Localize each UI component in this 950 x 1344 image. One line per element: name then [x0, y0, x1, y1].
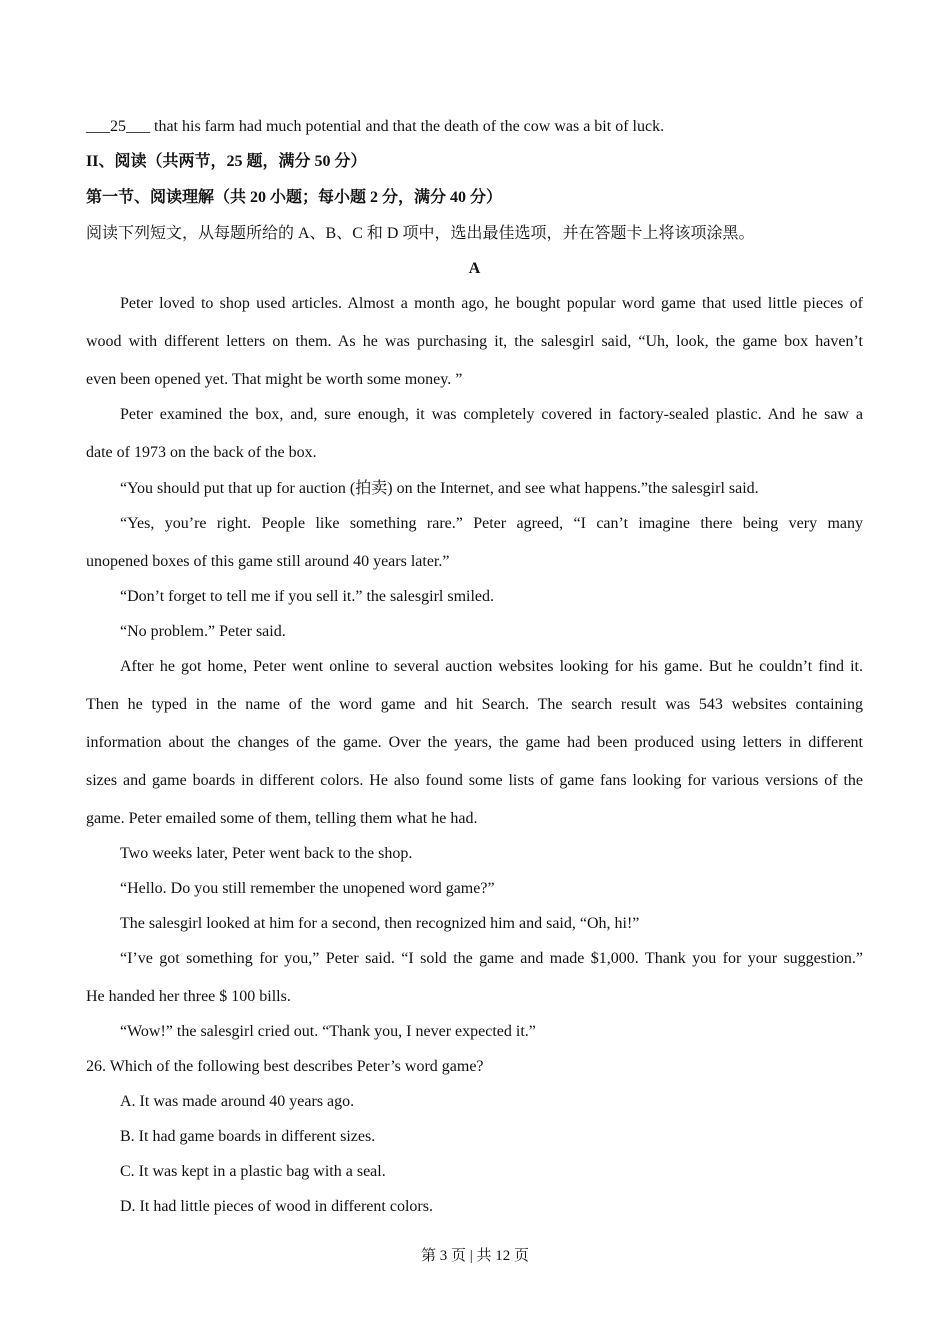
instructions: 阅读下列短文，从每题所给的 A、B、C 和 D 项中，选出最佳选项，并在答题卡上将该项涂黑。	[86, 225, 755, 242]
passage-line: Then he typed in the name of the word game and hit Search. The search result was 543 websites containing	[86, 696, 863, 713]
option-b: B. It had game boards in different sizes.	[120, 1128, 376, 1145]
passage-line: “Hello. Do you still remember the unopened word game?”	[120, 880, 495, 897]
question-stem: 26. Which of the following best describes Peter’s word game?	[86, 1058, 484, 1075]
passage-line: Peter examined the box, and, sure enough, it was completely covered in factory-sealed plastic. And he saw a	[120, 406, 863, 423]
section-heading: II、阅读（共两节，25 题，满分 50 分）	[86, 153, 367, 170]
cloze-continuation-line: ___25___ that his farm had much potential and that the death of the cow was a bit of luck.	[86, 118, 665, 135]
passage-line: “Don’t forget to tell me if you sell it.” the salesgirl smiled.	[120, 588, 494, 605]
page-footer: 第 3 页 | 共 12 页	[420, 1248, 529, 1264]
passage-line: unopened boxes of this game still around 40 years later.”	[86, 553, 450, 570]
passage-line: He handed her three $ 100 bills.	[86, 988, 291, 1005]
passage-line: sizes and game boards in different colors. He also found some lists of game fans looking for various versions of the	[86, 772, 863, 789]
passage-label: A	[468, 260, 481, 277]
passage-line: After he got home, Peter went online to several auction websites looking for his game. But he couldn’t find it.	[120, 658, 863, 675]
option-d: D. It had little pieces of wood in different colors.	[120, 1198, 433, 1215]
option-c: C. It was kept in a plastic bag with a seal.	[120, 1163, 386, 1180]
passage-line: “I’ve got something for you,” Peter said. “I sold the game and made $1,000. Thank you for your suggestion.”	[120, 950, 863, 967]
passage-line: date of 1973 on the back of the box.	[86, 444, 317, 461]
passage-line: even been opened yet. That might be worth some money. ”	[86, 371, 463, 388]
passage-line: “No problem.” Peter said.	[120, 623, 286, 640]
passage-line: information about the changes of the game. Over the years, the game had been produced using letters in different	[86, 734, 863, 751]
passage-line: game. Peter emailed some of them, telling them what he had.	[86, 810, 478, 827]
subsection-heading: 第一节、阅读理解（共 20 小题；每小题 2 分，满分 40 分）	[86, 189, 503, 206]
passage-line: “Yes, you’re right. People like something rare.” Peter agreed, “I can’t imagine there being very many	[120, 515, 863, 532]
passage-line: “Wow!” the salesgirl cried out. “Thank you, I never expected it.”	[120, 1023, 536, 1040]
passage-line: wood with different letters on them. As he was purchasing it, the salesgirl said, “Uh, look, the game box haven’t	[86, 333, 863, 350]
passage-line: Peter loved to shop used articles. Almost a month ago, he bought popular word game that used little pieces of	[120, 295, 863, 312]
passage-line: The salesgirl looked at him for a second, then recognized him and said, “Oh, hi!”	[120, 915, 640, 932]
option-a: A. It was made around 40 years ago.	[120, 1093, 355, 1110]
passage-line: “You should put that up for auction (拍卖) on the Internet, and see what happens.”the salesgirl said.	[120, 480, 759, 497]
passage-line: Two weeks later, Peter went back to the shop.	[120, 845, 413, 862]
